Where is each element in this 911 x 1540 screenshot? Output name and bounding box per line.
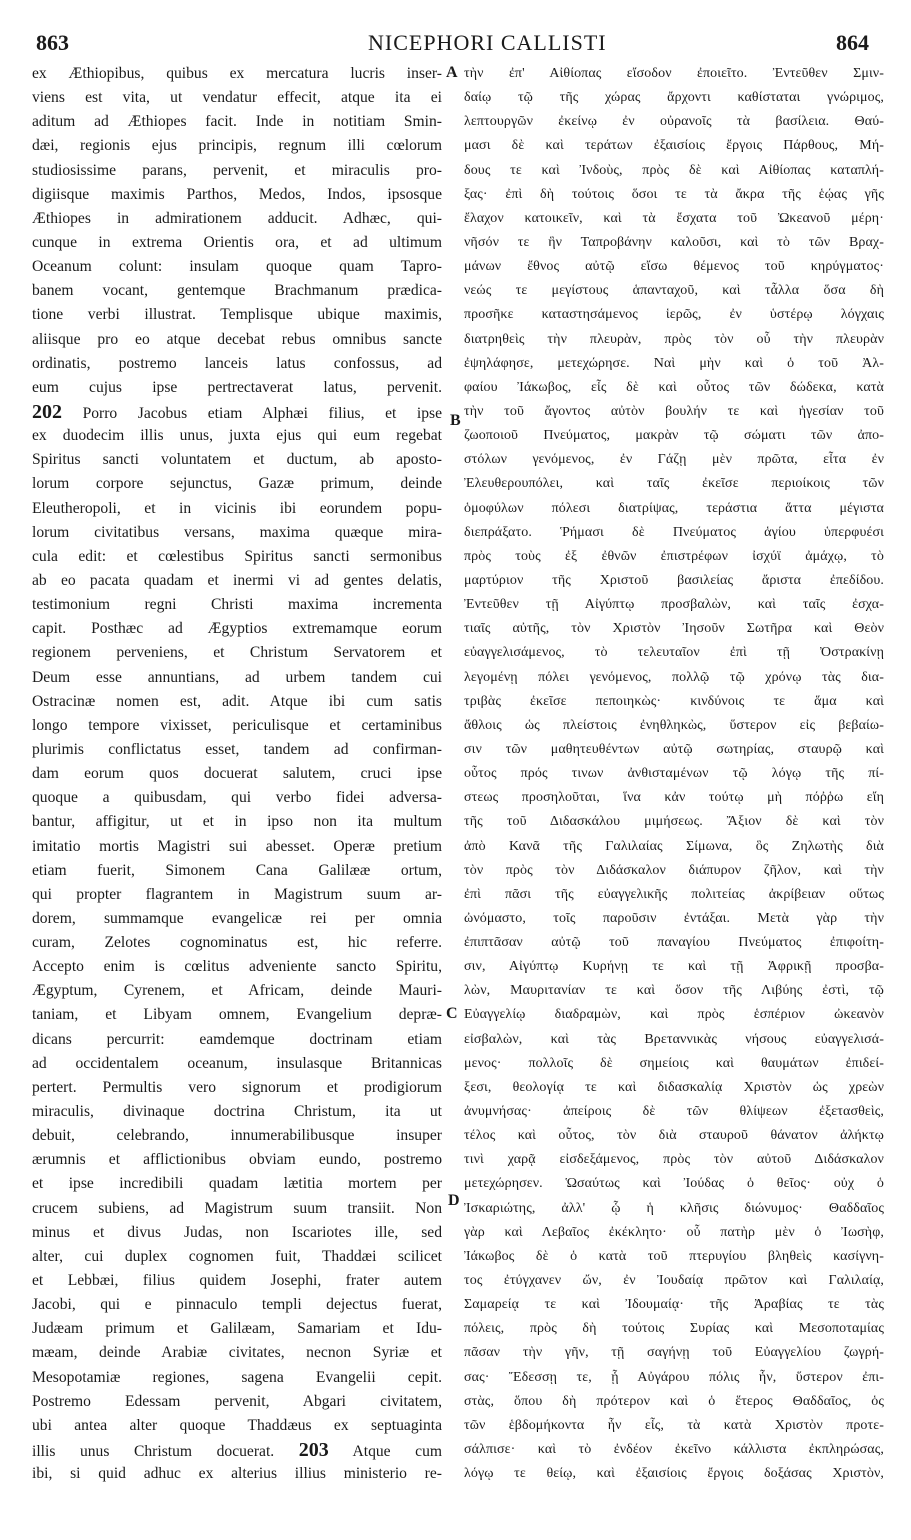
latin-line: eum cujus ipse pertrectaverat latus, pervenit. [32,378,442,396]
latin-line: Deum esse annuntians, ad urbem tandem cui [32,668,442,686]
greek-line: γὰρ καὶ Λεβαῖος ἐκέκλητο· οὗ πατὴρ μὲν ὁ Ἰωσὴφ, [464,1224,884,1240]
greek-line: τὸν πρὸς τὸν Διδάσκαλον διάπυρον ζῆλον, καὶ τὴν [464,862,884,878]
latin-line: ex Æthiopibus, quibus ex mercatura lucris inser- [32,65,442,82]
greek-line: ξας· ἐπὶ δὴ τούτοις ὅσοι τε τὰ ἄκρα τῆς ἑῴας γῆς [464,186,884,202]
greek-line: ἔλαχον κατοικεῖν, καὶ τὰ ἔσχατα τοῦ Ὠκεανοῦ μέρη· [464,210,884,226]
latin-line: ærumnis et afflictionibus obviam eundo, postremo [32,1151,442,1169]
greek-line: στεως προσηλοῦται, ἵνα κἀν τούτῳ μὴ πόῤῥω εἴη [464,790,884,806]
greek-line: μασι δὲ καὶ τεράτων ἐξαισίοις ἔργοις Πάρθους, Μή- [464,138,884,154]
latin-line: etiam fuerit, Simonem Cana Galilææ ortum, [32,861,442,879]
greek-text-block [464,62,884,1486]
latin-line: tione verbi illustrat. Templisque ubique maximis, [32,306,442,324]
latin-line: Atque cum [352,1443,442,1461]
latin-text-block-2 [32,424,442,1438]
latin-line: testimonium regni Christi maxima incrementa [32,596,442,614]
latin-line: cula edit: et cœlestibus Spiritus sancti sermonibus [32,547,442,565]
latin-line: imitatio mortis Magistri sui abesset. Operæ pretium [32,837,442,855]
latin-section-202-line [32,400,442,424]
latin-line: et Lebbæi, filius quidem Josephi, frater autem [32,1272,442,1290]
latin-line: Eleutheropoli, et in vicinis ibi eorundem popu- [32,499,442,517]
latin-line: Oceanum colunt: insulam quoque quam Tapro- [32,258,442,276]
latin-line: minus et divus Judas, non Iscariotes ille, sed [32,1223,442,1241]
latin-line: mæam, deinde Arabiæ civitates, necnon Syriæ et [32,1344,442,1362]
greek-line: λεπτουργῶν ἐκείνῳ ἐν οὐρανοῖς τὰ βασίλεια. Θαύ- [464,114,884,130]
greek-line: νῆσόν τε ἣν Ταπροβάνην καλοῦσι, καὶ τὸ τῶν Βραχ- [464,234,884,250]
greek-line: πρὸς τοὺς ἐξ ἐθνῶν ἐπιστρέφων ἰσχύϊ ἀμάχῳ, τὸ [464,548,884,564]
latin-line: Porro Jacobus etiam Alphæi filius, et ipse [82,404,442,422]
greek-line: ξεσι, θεολογίᾳ τε καὶ διδασκαλίᾳ Χριστὸν ὡς χρεὼν [464,1079,884,1095]
greek-line: τριβὰς ἐκεῖσε πεποιηκὼς· κινδύνοις τε ἅμα καὶ [464,693,884,709]
greek-column [464,62,884,1532]
greek-line: πόλεις, πρὸς δὴ τούτοις Συρίας καὶ Μεσοποταμίας [464,1321,884,1337]
greek-line: πᾶσαν τὴν γῆν, τῇ σαγήνῃ τοῦ Εὐαγγελίου ζωγρή- [464,1345,884,1361]
latin-line-text: illis unus Christum docuerat. [32,1443,275,1461]
section-number-203: 203 [298,1439,329,1462]
greek-line: στόλων γενόμενος, ἐν Γάζῃ μὲν πρῶτα, εἶτα ἐν [464,452,884,468]
latin-line: Spiritus sancti voluntatem et ductum, ab aposto- [32,451,442,469]
greek-line: ἀνυμνήσας· ἀπείροις δὲ τῶν θλίψεων ἐξετασθεὶς, [464,1104,884,1120]
latin-line: ibi, si quid adhuc ex alterius illius ministerio re- [32,1465,442,1483]
greek-line: ἐψηλάφησε, μετεχώρησε. Ναὶ μὴν καὶ ὁ τοῦ Ἀλ- [464,355,884,371]
greek-line: Ἐλευθερουπόλει, καὶ ταῖς ἐκεῖσε περιοίκοις τῶν [464,476,884,492]
latin-line: regionem perveniens, et Christum Servatorem et [32,644,442,662]
page-number-right: 864 [836,30,869,55]
greek-line: προσῆκε καταστησάμενος ἱερῶς, ἐν ὑστέρῳ λόγχαις [464,307,884,323]
greek-line: ἐπὶ πᾶσι τῆς εὐαγγελικῆς πολιτείας ἀκρίβειαν οὕτως [464,886,884,902]
greek-line: μενος· πολλοῖς δὲ σημείοις καὶ θαυμάτων ἐπιδεί- [464,1055,884,1071]
page-number-left: 863 [36,30,69,55]
latin-line: miraculis, divinaque doctrina Christum, ita ut [32,1103,442,1121]
greek-line: Εὐαγγελίῳ διαδραμὼν, καὶ πρὸς ἑσπέριον ὠκεανὸν [464,1007,884,1023]
greek-line: τινὶ χαρᾷ εἰσδεξάμενος, πρὸς τὸν αὐτοῦ Διδάσκαλον [464,1152,884,1168]
column-marker-c: C [446,1005,458,1022]
latin-line: Ægyptum, Cyrenem, et Africam, deinde Mauri- [32,982,442,1000]
latin-line: taniam, et Libyam omnem, Evangelium depræ- [32,1006,442,1024]
latin-line: ab eo pacata quadam et inermi vi ad gentes delatis, [32,571,442,589]
greek-line: στὰς, ὅπου δὴ πρότερον καὶ ὁ ἕτερος Θαδδαῖος, ὁς [464,1393,884,1409]
greek-line: φαίου Ἰάκωβος, εἷς δὲ καὶ οὗτος τῶν δώδεκα, κατὰ [464,379,884,395]
latin-column [32,62,442,1532]
latin-line: aliisque pro eo atque decebat rebus omnibus sancte [32,330,442,348]
latin-line: Accepto enim is cœlitus adveniente sancto Spiritu, [32,958,442,976]
greek-line: ἐπιπτᾶσαν αὐτῷ τοῦ παναγίου Πνεύματος ἐπιφοίτη- [464,935,884,951]
latin-line: digiisque maximis Parthos, Medos, Indos, ipsosque [32,185,442,203]
latin-line: Postremo Edessam pervenit, Abgari civitatem, [32,1392,442,1410]
greek-line: τέλος καὶ οὗτος, τὸν διὰ σταυροῦ θάνατον ἀλήκτῳ [464,1128,884,1144]
running-title: NICEPHORI CALLISTI [368,30,607,55]
greek-line: τῆς τοῦ Διδασκάλου μιμήσεως. Ἄξιον δὲ καὶ τὸν [464,814,884,830]
greek-line: Ἐντεῦθεν τῇ Αἰγύπτῳ προσβαλὼν, καὶ ταῖς ἐσχα- [464,597,884,613]
greek-line: τὴν ἐπ' Αἰθίοπας εἴσοδον ἐποιεῖτο. Ἐντεῦθεν Σμιν- [464,66,884,81]
latin-line: crucem subiens, ad Magistrum suum transiit. Non [32,1199,442,1217]
greek-line: διεπράξατο. Ῥήμασι δὲ Πνεύματος ἁγίου ὑπερφυέσι [464,524,884,540]
greek-line: δους τε καὶ Ἰνδοὺς, πρὸς δὲ καὶ Αἰθίοπας καταπλή- [464,162,884,178]
greek-line: λόγῳ τε θείῳ, καὶ ἐξαισίοις ἔργοις δοξάσας Χριστὸν, [464,1466,884,1482]
latin-line: dorem, summamque evangelicæ rei per omnia [32,909,442,927]
greek-line: δαίῳ τῷ τῆς χώρας ἄρχοντι καθίσταται γνώριμος, [464,90,884,106]
greek-line: μετεχώρησεν. Ὡσαύτως καὶ Ἰούδας ὁ θεῖος· οὐχ ὁ [464,1176,884,1192]
greek-line: τος ἐτύγχανεν ὤν, ἐν Ἰουδαίᾳ πρῶτον καὶ Γαλιλαίᾳ, [464,1273,884,1289]
greek-line: σάλπισε· καὶ τὸ ἐνδέον ἐκεῖνο κάλλιστα ἐκπληρώσας, [464,1442,884,1458]
latin-line: banem vocant, gentemque Brachmanum prædica- [32,282,442,300]
latin-line: dæi, regionis ejus principis, regnum illi cœlorum [32,137,442,155]
greek-line: τιαῖς αὐτῆς, τὸν Χριστὸν Ἰησοῦν Σωτῆρα καὶ Θεὸν [464,621,884,637]
latin-text-block-1 [32,62,442,400]
greek-line: σας· Ἔδεσσῃ τε, ᾗ Αὐγάρου πόλις ἦν, ὕστερον ἐπι- [464,1369,884,1385]
greek-line: τῶν ἑβδομήκοντα ἦν εἷς, τὰ κατὰ Χριστὸν προτε- [464,1417,884,1433]
greek-line: οὗτος πρός τινων ἀνθισταμένων τῷ λόγῳ τῆς πί- [464,766,884,782]
greek-line: Ἰάκωβος δὲ ὁ κατὰ τοῦ πτερυγίου βληθεὶς κασίγνη- [464,1248,884,1264]
greek-line: νεώς τε μεγίστους ἁπανταχοῦ, καὶ τἆλλα ὅσα δὴ [464,283,884,299]
greek-line: διατρηθεὶς τὴν πλευρὰν, πρὸς τὸν οὗ τὴν πλευρὰν [464,331,884,347]
greek-line: Σαμαρείᾳ τε καὶ Ἰδουμαίᾳ· τῆς Ἀραβίας τε τὰς [464,1297,884,1313]
greek-line: εἰσβαλὼν, καὶ τὰς Βρεταννικὰς νήσους εὐαγγελισά- [464,1031,884,1047]
column-marker-a: A [446,64,458,81]
greek-line: μάνων ἔθνος αὐτῷ εἴσω θέμενος τοῦ κηρύγματος· [464,259,884,275]
greek-line: λὼν, Μαυριτανίαν τε καὶ ὅσον τῆς Λιβύης ἐστὶ, τῷ [464,983,884,999]
latin-line: curam, Zelotes cognominatus est, hic referre. [32,934,442,952]
latin-line: quoque a quibusdam, qui verbo fidei adversa- [32,789,442,807]
latin-line: aditum ad Æthiopes facit. Inde in notitiam Smin- [32,113,442,131]
latin-line: dicans percurrit: eamdemque doctrinam etiam [32,1030,442,1048]
latin-line: viens est vita, ut vendatur effecit, atque ita ei [32,89,442,107]
greek-line: ἀπὸ Κανᾶ τῆς Γαλιλαίας Σίμωνα, ὃς Ζηλωτὴς διὰ [464,838,884,854]
greek-line: ζωοποιοῦ Πνεύματος, μακρὰν τῷ σώματι τῶν ἀπο- [464,428,884,444]
latin-line: longo tempore vixisset, periculisque et certaminibus [32,716,442,734]
latin-line: qui propter flagrantem in Magistrum suum ar- [32,885,442,903]
greek-line: σιν τῶν μαθητευθέντων αὐτῷ σωτηρίας, σταυρῷ καὶ [464,741,884,757]
latin-line: ex duodecim illis unus, juxta ejus qui eum regebat [32,427,442,445]
latin-line: alter, cui duplex cognomen fuit, Thaddæi scilicet [32,1247,442,1265]
greek-line: τὴν τοῦ ἄγοντος αὐτὸν βουλήν τε καὶ ἡγεσίαν τοῦ [464,403,884,419]
latin-line: ad occidentalem oceanum, insulasque Britannicas [32,1054,442,1072]
greek-line: ἄθλοις ὡς πλείστοις ἐνηθληκὼς, ὕστερον εἰς βεβαίω- [464,717,884,733]
greek-line: μαρτύριον τῆς Χριστοῦ βασιλείας ἄριστα ἐπεδίδου. [464,572,884,588]
latin-line: dam eorum quos docuerat salutem, cruci ipse [32,765,442,783]
greek-line: σιν, Αἰγύπτῳ Κυρήνῃ τε καὶ τῇ Ἀφρικῇ προσβα- [464,959,884,975]
latin-line: plurimis conflictatus esset, tandem ad confirman- [32,740,442,758]
latin-line: pertert. Permultis vero signorum et prodigiorum [32,1078,442,1096]
latin-line: lorum corpore sejunctus, Gazæ primum, deinde [32,475,442,493]
greek-line: ὁμοφύλων πόλεσι διατρίψας, τεράστια ἅττα μέγιστα [464,500,884,516]
latin-section-203-line [32,1438,442,1462]
running-header [0,22,911,62]
latin-line: capit. Posthæc ad Ægyptios extremamque eorum [32,620,442,638]
latin-line: Jacobi, qui e pinnaculo templi dejectus fuerat, [32,1296,442,1314]
column-marker-d: D [448,1192,460,1209]
greek-line: ὠνόμαστο, τοῖς παροῦσιν ἐντάξαι. Μετὰ γὰρ τὴν [464,910,884,926]
latin-line: Ostracinæ nomen est, adit. Atque ibi cum satis [32,692,442,710]
latin-line: bantur, affigitur, ut et in ipso non ita multum [32,813,442,831]
latin-line: et ipse incredibili quadam lætitia mortem per [32,1175,442,1193]
latin-line: ubi antea alter quoque Thaddæus ex septuaginta [32,1416,442,1434]
column-marker-b: B [450,412,461,429]
latin-line: debuit, celebrando, innumerabilibusque insuper [32,1127,442,1145]
latin-line: Æthiopes in admirationem adducit. Adhæc, qui- [32,209,442,227]
latin-line: Judæam primum et Galilæam, Samariam et Idu- [32,1320,442,1338]
greek-line: λεγομένῃ πόλει γενόμενος, πολλῷ τῷ χρόνῳ τὰς δια- [464,669,884,685]
latin-line: Mesopotamiæ regiones, sagena Evangelii cepit. [32,1368,442,1386]
greek-line: εὐαγγελισάμενος, τὸ τελευταῖον ἐπὶ τῇ Ὀστρακίνῃ [464,645,884,661]
latin-line: lorum civitatibus versans, maxima quæque mira- [32,523,442,541]
section-number-202: 202 [32,400,62,423]
latin-line: ordinatis, postremo lanceis latus confossus, ad [32,354,442,372]
greek-line: Ἰσκαριώτης, ἀλλ' ᾧ ἡ κλῆσις διώνυμος· Θαδδαῖος [464,1200,884,1216]
latin-line: cunque in extrema Orientis ora, et ad ultimum [32,233,442,251]
latin-line: studiosissime parans, pervenit, et miraculis pro- [32,161,442,179]
